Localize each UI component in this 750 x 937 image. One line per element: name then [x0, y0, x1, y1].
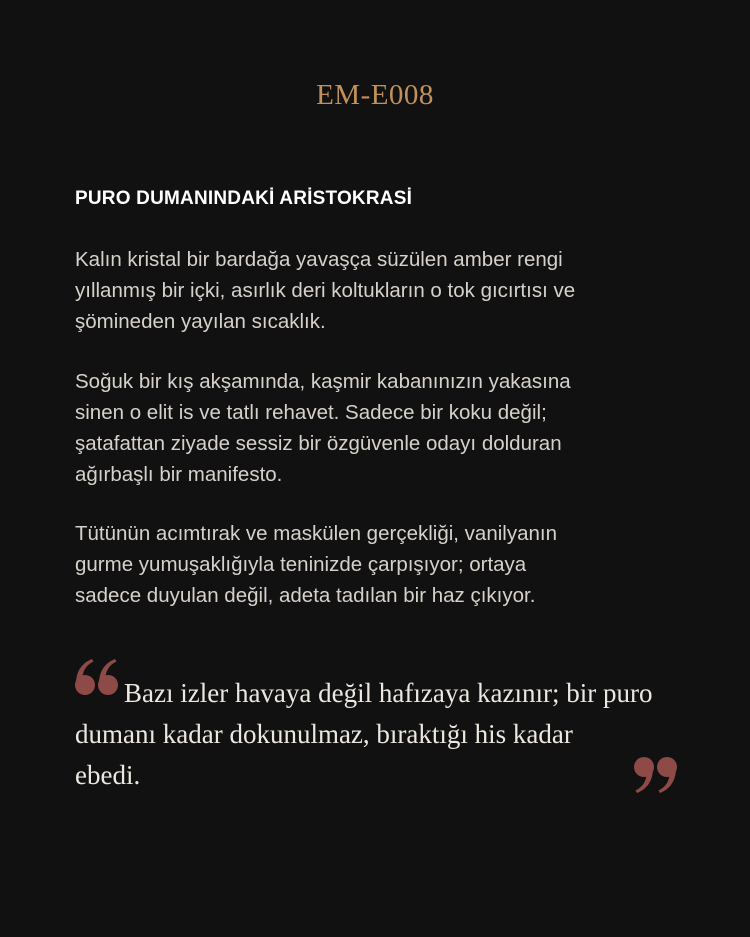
quote-line: ebedi. [75, 760, 141, 790]
quote-text [75, 673, 685, 796]
quote-line: Bazı izler havaya değil hafızaya kazınır; bir puro [124, 678, 653, 708]
paragraph-1 [75, 244, 685, 337]
section-heading: PURO DUMANINDAKİ ARİSTOKRASİ [75, 188, 413, 209]
paragraph-line: sinen o elit is ve tatlı rehavet. Sadece bir koku değil; [75, 401, 547, 424]
paragraph-line: şömineden yayılan sıcaklık. [75, 310, 326, 333]
quote-line: dumanı kadar dokunulmaz, bıraktığı his kadar [75, 719, 573, 749]
paragraph-line: sadece duyulan değil, adeta tadılan bir haz çıkıyor. [75, 584, 536, 607]
pull-quote [75, 658, 685, 808]
paragraph-2 [75, 366, 685, 490]
paragraph-line: Tütünün acımtırak ve maskülen gerçekliği, vanilyanın [75, 522, 557, 545]
paragraph-line: yıllanmış bir içki, asırlık deri koltukların o tok gıcırtısı ve [75, 279, 576, 302]
paragraph-line: şatafattan ziyade sessiz bir özgüvenle odayı dolduran [75, 432, 562, 455]
paragraph-line: Soğuk bir kış akşamında, kaşmir kabanınızın yakasına [75, 370, 571, 393]
paragraph-line: gurme yumuşaklığıyla teninizde çarpışıyor; ortaya [75, 553, 527, 576]
paragraph-line: Kalın kristal bir bardağa yavaşça süzülen amber rengi [75, 248, 563, 271]
paragraph-3 [75, 518, 685, 611]
paragraph-line: ağırbaşlı bir manifesto. [75, 463, 283, 486]
product-code: EM-E008 [316, 79, 434, 111]
quote-close-icon [631, 756, 677, 794]
